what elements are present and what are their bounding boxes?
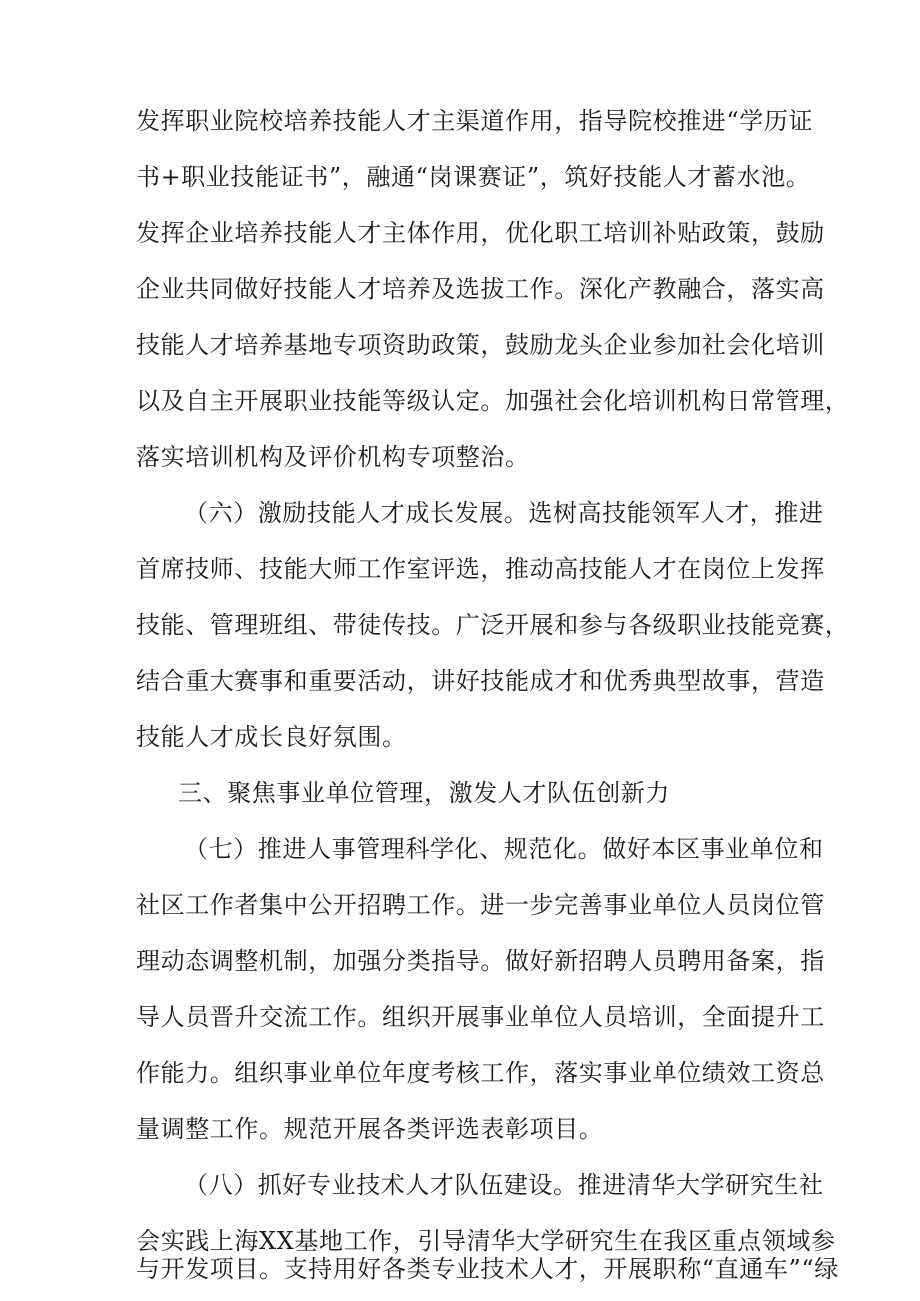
paragraph-line: 理动态调整机制，加强分类指导。做好新招聘人员聘用备案，指 bbox=[136, 947, 825, 975]
section-heading: 三、聚焦事业单位管理，激发人才队伍创新力 bbox=[178, 779, 670, 807]
paragraph-line: 书+职业技能证书”，融通“岗课赛证”，筑好技能人才蓄水池。 bbox=[136, 163, 811, 191]
paragraph-line: 量调整工作。规范开展各类评选表彰项目。 bbox=[136, 1115, 604, 1143]
paragraph-line: 以及自主开展职业技能等级认定。加强社会化培训机构日常管理， bbox=[136, 387, 850, 415]
paragraph-line: 发挥职业院校培养技能人才主渠道作用，指导院校推进“学历证 bbox=[136, 107, 814, 135]
paragraph-line: 技能人才培养基地专项资助政策，鼓励龙头企业参加社会化培训 bbox=[136, 331, 825, 359]
paragraph-line: 技能、管理班组、带徒传技。广泛开展和参与各级职业技能竞赛， bbox=[136, 611, 850, 639]
paragraph-line: （六）激励技能人才成长发展。选树高技能领军人才，推进 bbox=[184, 499, 824, 527]
paragraph-line: 社区工作者集中公开招聘工作。进一步完善事业单位人员岗位管 bbox=[136, 891, 825, 919]
paragraph-line: 作能力。组织事业单位年度考核工作，落实事业单位绩效工资总 bbox=[136, 1059, 825, 1087]
paragraph-line: 会实践上海XX基地工作，引导清华大学研究生在我区重点领域参 bbox=[136, 1227, 836, 1255]
paragraph-line: 首席技师、技能大师工作室评选，推动高技能人才在岗位上发挥 bbox=[136, 555, 825, 583]
paragraph-line: 结合重大赛事和重要活动，讲好技能成才和优秀典型故事，营造 bbox=[136, 667, 825, 695]
paragraph-line: 导人员晋升交流工作。组织开展事业单位人员培训，全面提升工 bbox=[136, 1003, 825, 1031]
paragraph-line: （七）推进人事管理科学化、规范化。做好本区事业单位和 bbox=[184, 835, 824, 863]
paragraph-line: 技能人才成长良好氛围。 bbox=[136, 723, 407, 751]
paragraph-line: 与开发项目。支持用好各类专业技术人才，开展职称“直通车”“绿 bbox=[136, 1255, 839, 1283]
paragraph-line: 发挥企业培养技能人才主体作用，优化职工培训补贴政策，鼓励 bbox=[136, 219, 825, 247]
paragraph-line: （八）抓好专业技术人才队伍建设。推进清华大学研究生社 bbox=[184, 1171, 824, 1199]
paragraph-line: 企业共同做好技能人才培养及选拔工作。深化产教融合，落实高 bbox=[136, 275, 825, 303]
paragraph-line: 落实培训机构及评价机构专项整治。 bbox=[136, 443, 530, 471]
